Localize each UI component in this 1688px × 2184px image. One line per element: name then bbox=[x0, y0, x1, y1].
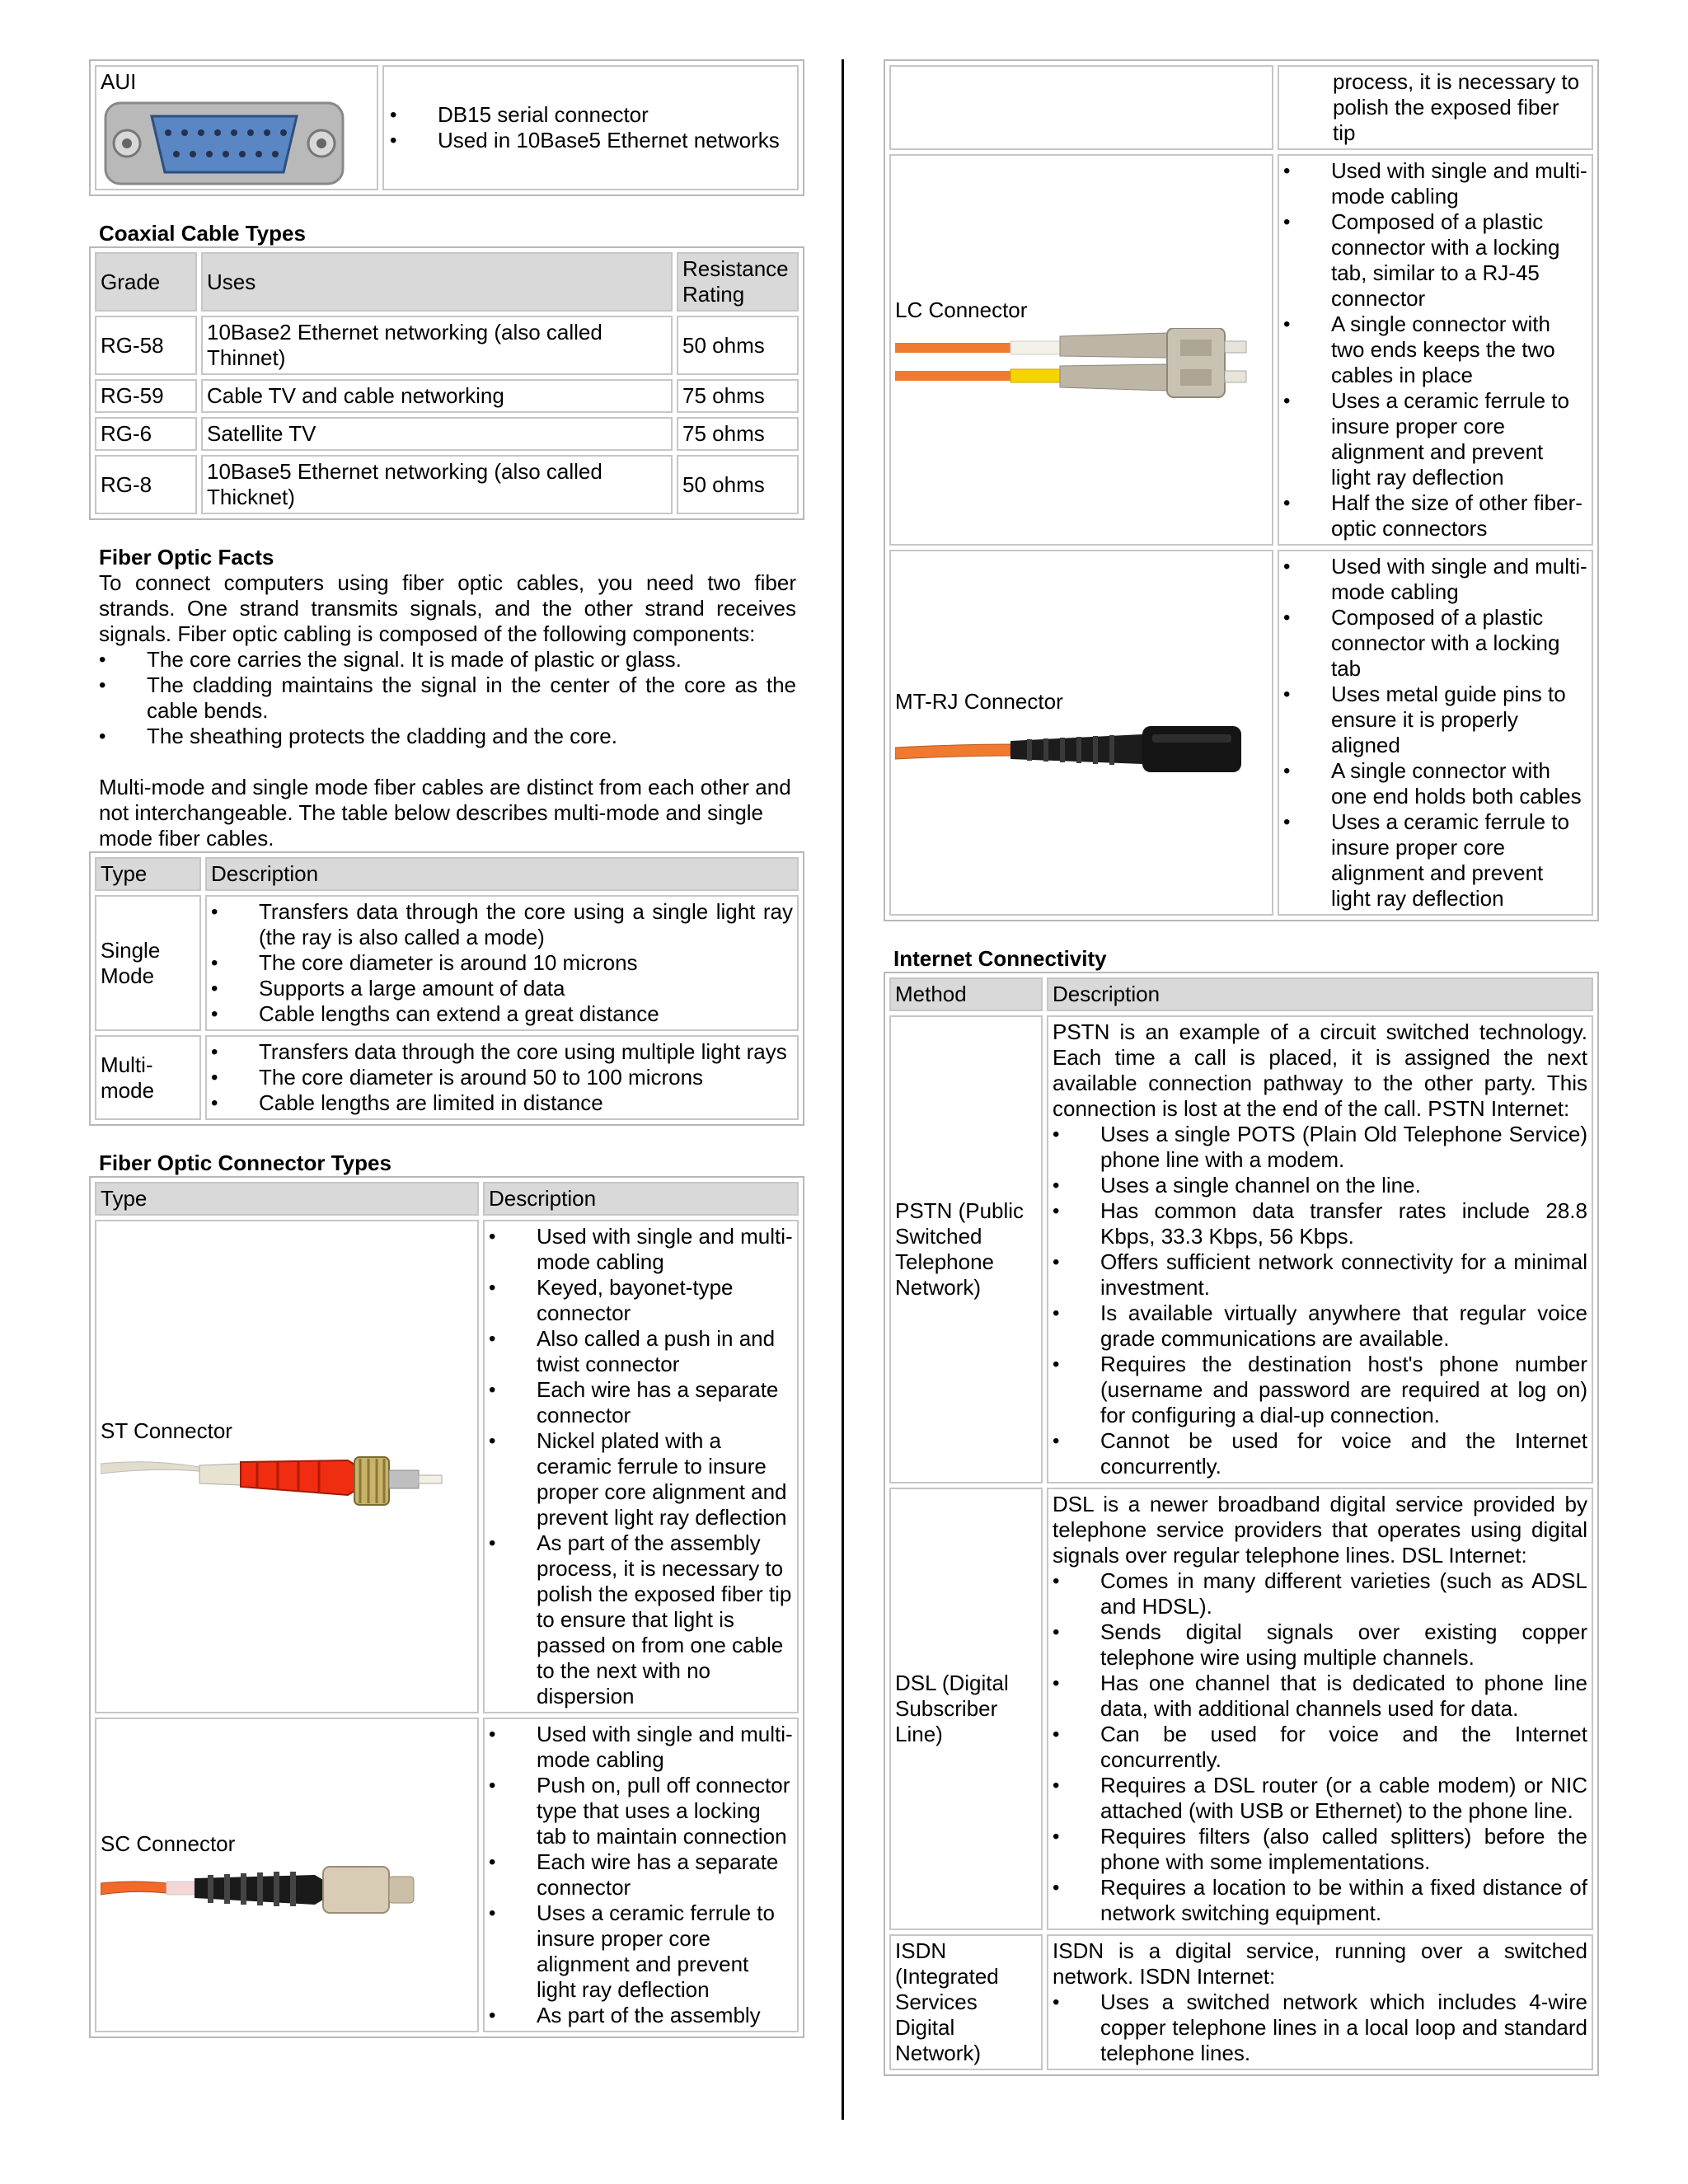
fiber-facts-paragraph: Multi-mode and single mode fiber cables are distinct from each other and not interchangeable. The table below describes multi-mode and single mode fiber cables. bbox=[99, 775, 791, 851]
mode-header-description: Description bbox=[205, 857, 799, 891]
table-row bbox=[95, 1220, 799, 1713]
dsl-bullet: • Requires filters (also called splitters) before the phone with some implementations. bbox=[1053, 1824, 1587, 1875]
mode-bullet: • Cable lengths can extend a great distance bbox=[211, 1001, 793, 1027]
pstn-bullet: • Cannot be used for voice and the Internet concurrently. bbox=[1053, 1428, 1587, 1479]
mtrj-bullet: • A single connector with one end holds both cables bbox=[1283, 758, 1587, 809]
table-row bbox=[889, 550, 1593, 916]
st-connector-label: ST Connector bbox=[101, 1418, 232, 1443]
coax-table bbox=[89, 246, 804, 520]
sc-bullet: • Used with single and multi-mode cabling bbox=[489, 1722, 793, 1773]
coax-header-uses: Uses bbox=[201, 252, 673, 312]
lc-connector-label: LC Connector bbox=[895, 298, 1028, 322]
mode-type: Single Mode bbox=[95, 895, 201, 1031]
mtrj-bullet: • Composed of a plastic connector with a locking tab bbox=[1283, 605, 1587, 682]
mode-description bbox=[205, 1035, 799, 1120]
table-row bbox=[95, 1035, 799, 1120]
pstn-intro: PSTN is an example of a circuit switched technology. Each time a call is placed, it is assigned the next available connection pathway to the other party. This connection is lost at the end of the call. PSTN Internet: bbox=[1053, 1019, 1587, 1121]
mtrj-connector-cell bbox=[889, 550, 1273, 916]
pstn-method: PSTN (Public Switched Telephone Network) bbox=[889, 1015, 1043, 1483]
fiber-facts-intro: To connect computers using fiber optic cables, you need two fiber strands. One strand transmits signals, and the other strand receives signals. Fiber optic cabling is composed of the following components: bbox=[99, 570, 796, 646]
sc-connector-image bbox=[101, 1862, 447, 1919]
fiber-mode-table bbox=[89, 851, 804, 1126]
sc-continued-text: process, it is necessary to polish the exposed fiber tip bbox=[1278, 65, 1593, 150]
st-bullet: • Each wire has a separate connector bbox=[489, 1377, 793, 1428]
table-row bbox=[95, 455, 799, 514]
mtrj-connector-image bbox=[895, 719, 1258, 777]
connector-table-continued bbox=[884, 59, 1599, 921]
isdn-bullet: • Uses a switched network which includes 4-wire copper telephone lines in a local loop and standard telephone lines. bbox=[1053, 1990, 1587, 2066]
coax-grade: RG-8 bbox=[95, 455, 197, 514]
mode-bullet: • The core diameter is around 10 microns bbox=[211, 950, 793, 976]
lc-bullet: • Composed of a plastic connector with a locking tab, similar to a RJ-45 connector bbox=[1283, 209, 1587, 312]
coax-rating: 75 ohms bbox=[677, 379, 799, 413]
internet-header-description: Description bbox=[1047, 977, 1593, 1011]
sc-bullet: • Push on, pull off connector type that uses a locking tab to maintain connection bbox=[489, 1773, 793, 1849]
mode-bullet: • The core diameter is around 50 to 100 microns bbox=[211, 1065, 793, 1090]
coax-header-grade: Grade bbox=[95, 252, 197, 312]
fiber-component-bullet: • The core carries the signal. It is made of plastic or glass. bbox=[99, 647, 796, 673]
mtrj-connector-label: MT-RJ Connector bbox=[895, 688, 1063, 714]
fiber-facts-section bbox=[89, 545, 806, 851]
coax-rating: 50 ohms bbox=[677, 316, 799, 375]
fiber-component-bullet: • The sheathing protects the cladding and the core. bbox=[99, 724, 796, 749]
pstn-bullet: • Uses a single channel on the line. bbox=[1053, 1173, 1587, 1198]
mode-header-type: Type bbox=[95, 857, 201, 891]
aui-label: AUI bbox=[101, 69, 137, 94]
aui-bullet: • Used in 10Base5 Ethernet networks bbox=[390, 128, 793, 153]
dsl-method: DSL (Digital Subscriber Line) bbox=[889, 1488, 1043, 1930]
sc-continued-empty-cell bbox=[889, 65, 1273, 150]
aui-cell bbox=[95, 65, 378, 190]
left-column bbox=[89, 59, 806, 2038]
sc-bullet: • Uses a ceramic ferrule to insure proper core alignment and prevent light ray deflection bbox=[489, 1900, 793, 2003]
sc-connector-description bbox=[483, 1718, 799, 2032]
table-row bbox=[95, 1718, 799, 2032]
sc-bullet: • As part of the assembly bbox=[489, 2003, 793, 2028]
sc-connector-cell bbox=[95, 1718, 479, 2032]
pstn-description bbox=[1047, 1015, 1593, 1483]
pstn-bullet: • Requires the destination host's phone number (username and password are required at log on) for configuring a dial-up connection. bbox=[1053, 1352, 1587, 1428]
mtrj-bullet: • Uses a ceramic ferrule to insure proper core alignment and prevent light ray deflection bbox=[1283, 809, 1587, 912]
pstn-bullet: • Uses a single POTS (Plain Old Telephone Service) phone line with a modem. bbox=[1053, 1122, 1587, 1173]
internet-table bbox=[884, 972, 1599, 2076]
connector-header-type: Type bbox=[95, 1182, 479, 1216]
table-row bbox=[889, 1934, 1593, 2070]
table-row bbox=[95, 379, 799, 413]
internet-heading: Internet Connectivity bbox=[893, 946, 1107, 971]
table-row bbox=[889, 1488, 1593, 1930]
dsl-intro: DSL is a newer broadband digital service provided by telephone service providers that operates using digital signals over regular telephone lines. DSL Internet: bbox=[1053, 1492, 1587, 1568]
pstn-bullet: • Is available virtually anywhere that regular voice grade communications are available. bbox=[1053, 1301, 1587, 1352]
dsl-description bbox=[1047, 1488, 1593, 1930]
fiber-component-bullet: • The cladding maintains the signal in the center of the core as the cable bends. bbox=[99, 673, 796, 724]
lc-bullet: • Uses a ceramic ferrule to insure proper core alignment and prevent light ray deflection bbox=[1283, 388, 1587, 490]
lc-connector-description bbox=[1278, 154, 1593, 546]
dsl-bullet: • Has one channel that is dedicated to phone line data, with additional channels used for data. bbox=[1053, 1671, 1587, 1722]
table-row bbox=[95, 895, 799, 1031]
dsl-bullet: • Comes in many different varieties (such as ADSL and HDSL). bbox=[1053, 1568, 1587, 1619]
db15-connector-image bbox=[101, 98, 348, 189]
st-bullet: • Also called a push in and twist connector bbox=[489, 1326, 793, 1377]
mode-bullet: • Transfers data through the core using a single light ray (the ray is also called a mode) bbox=[211, 899, 793, 950]
st-bullet: • Keyed, bayonet-type connector bbox=[489, 1275, 793, 1326]
coax-uses: 10Base2 Ethernet networking (also called Thinnet) bbox=[201, 316, 673, 375]
table-row bbox=[95, 417, 799, 451]
aui-table bbox=[89, 59, 804, 196]
right-column bbox=[884, 59, 1601, 2076]
mode-type: Multi-mode bbox=[95, 1035, 201, 1120]
fiber-facts-heading: Fiber Optic Facts bbox=[99, 545, 274, 569]
st-connector-image bbox=[101, 1449, 447, 1515]
mtrj-bullet: • Used with single and multi-mode cabling bbox=[1283, 554, 1587, 605]
mtrj-connector-description bbox=[1278, 550, 1593, 916]
coax-rating: 75 ohms bbox=[677, 417, 799, 451]
lc-connector-image bbox=[895, 328, 1258, 402]
lc-bullet: • Half the size of other fiber-optic connectors bbox=[1283, 490, 1587, 541]
coax-uses: Satellite TV bbox=[201, 417, 673, 451]
coax-grade: RG-59 bbox=[95, 379, 197, 413]
mode-bullet: • Transfers data through the core using multiple light rays bbox=[211, 1039, 793, 1065]
table-row bbox=[95, 316, 799, 375]
lc-bullet: • Used with single and multi-mode cabling bbox=[1283, 158, 1587, 209]
st-bullet: • Nickel plated with a ceramic ferrule to insure proper core alignment and prevent light ray deflection bbox=[489, 1428, 793, 1530]
coax-grade: RG-58 bbox=[95, 316, 197, 375]
dsl-bullet: • Sends digital signals over existing copper telephone wire using multiple channels. bbox=[1053, 1619, 1587, 1671]
connector-types-heading: Fiber Optic Connector Types bbox=[99, 1151, 392, 1175]
table-row bbox=[889, 154, 1593, 546]
aui-bullet: • DB15 serial connector bbox=[390, 102, 793, 128]
dsl-bullet: • Requires a location to be within a fixed distance of network switching equipment. bbox=[1053, 1875, 1587, 1926]
dsl-bullet: • Can be used for voice and the Internet concurrently. bbox=[1053, 1722, 1587, 1773]
table-row bbox=[889, 65, 1593, 150]
sc-bullet: • Each wire has a separate connector bbox=[489, 1849, 793, 1900]
sc-connector-label: SC Connector bbox=[101, 1830, 236, 1856]
mode-bullet: • Supports a large amount of data bbox=[211, 976, 793, 1001]
lc-bullet: • A single connector with two ends keeps the two cables in place bbox=[1283, 312, 1587, 388]
isdn-description bbox=[1047, 1934, 1593, 2070]
st-bullet: • As part of the assembly process, it is necessary to polish the exposed fiber tip to ensure that light is passed on from one cable to the next with no dispersion bbox=[489, 1530, 793, 1709]
aui-description bbox=[382, 65, 799, 190]
st-connector-description bbox=[483, 1220, 799, 1713]
st-bullet: • Used with single and multi-mode cabling bbox=[489, 1224, 793, 1275]
connector-table bbox=[89, 1176, 804, 2038]
connector-header-description: Description bbox=[483, 1182, 799, 1216]
coax-grade: RG-6 bbox=[95, 417, 197, 451]
table-row bbox=[889, 1015, 1593, 1483]
isdn-intro: ISDN is a digital service, running over a switched network. ISDN Internet: bbox=[1053, 1938, 1587, 1989]
coax-rating: 50 ohms bbox=[677, 455, 799, 514]
pstn-bullet: • Offers sufficient network connectivity for a minimal investment. bbox=[1053, 1249, 1587, 1301]
mode-bullet: • Cable lengths are limited in distance bbox=[211, 1090, 793, 1116]
pstn-bullet: • Has common data transfer rates include 28.8 Kbps, 33.3 Kbps, 56 Kbps. bbox=[1053, 1198, 1587, 1249]
coax-header-rating: Resistance Rating bbox=[677, 252, 799, 312]
st-connector-cell bbox=[95, 1220, 479, 1713]
column-divider bbox=[842, 59, 844, 2120]
internet-header-method: Method bbox=[889, 977, 1043, 1011]
coax-heading: Coaxial Cable Types bbox=[99, 221, 306, 246]
mtrj-bullet: • Uses metal guide pins to ensure it is properly aligned bbox=[1283, 682, 1587, 758]
coax-uses: Cable TV and cable networking bbox=[201, 379, 673, 413]
mode-description bbox=[205, 895, 799, 1031]
lc-connector-cell bbox=[889, 154, 1273, 546]
coax-uses: 10Base5 Ethernet networking (also called Thicknet) bbox=[201, 455, 673, 514]
dsl-bullet: • Requires a DSL router (or a cable modem) or NIC attached (with USB or Ethernet) to the phone line. bbox=[1053, 1773, 1587, 1824]
isdn-method: ISDN (Integrated Services Digital Network) bbox=[889, 1934, 1043, 2070]
